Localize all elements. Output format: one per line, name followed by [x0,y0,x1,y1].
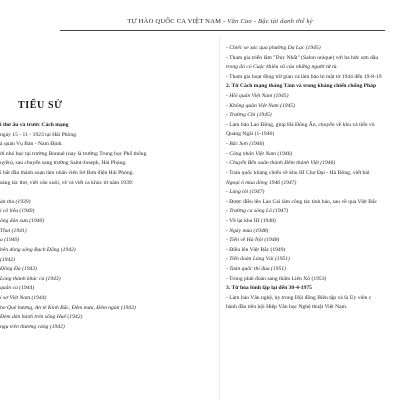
text-line: - Tiến đoàn Lùng Vái (1951) [226,256,290,263]
text-line: - Chiếc xe xác qua phường Dạ Lạc (1945) [226,45,321,51]
text-line: - Được điều lên Lào Cai làm công tác tình báo, sau về qua Việt Bắc [226,198,377,205]
text-line: - Công nhân Việt Nam (1946) [226,150,293,157]
text-line: Đêm dàn hành trên sông Huế (1942) [0,314,83,321]
text-line: - Toàn quốc thi đua (1951) [226,266,286,273]
text-line: - Tham gia hoạt động trừ gian và làm báo bí mật từ 1944 đến 19-8-19 [226,73,382,80]
text-line: - Trong phái đoàn sang thăm Liên Xô (1953) [226,275,327,282]
text-line: - Làm báo Lao Động, giúp Hà Đông Ấn, chuyển về khu và tiến vô [226,121,375,128]
section-title: TIỂU SỬ [18,100,63,111]
text-line: trong đó có Cuộc khiêu vũ của những người tử tù. [226,64,338,71]
text-line: - Không quân Việt Nam (1945) [226,102,296,109]
text-line: - Về lại khu III (1948) [226,217,276,224]
text-line: i bắt đầu thành soạn làm nhân viên Sở Bưu điện Hải Phòng. [0,170,134,177]
text-line: - Làm báo Văn nghệ, ủy trong Hội đồng Biên tập và là Ủy viên c [226,294,372,301]
text-line: 3. Từ hòa bình lập lại đến 30-4-1975 [226,285,312,292]
text-line: à quán Vụ Bản - Nam Định. [0,141,63,148]
text-line: i sơ Việt Nam (1944) [0,294,47,301]
text-line: - Làng tôi (1947) [226,189,265,196]
text-line: 2. Từ Cách mạng tháng Tám và trong kháng chiến chống Pháp [226,83,377,90]
text-line: - Ngày mùa (1948) [226,227,269,234]
text-line: quân ca (1944) [0,285,35,292]
text-line [0,188,215,198]
text-line: uyền), sau chuyển sang trường Saint-Joseph, Hải Phòng. [0,160,127,167]
text-line: i cô liêu (1940) [0,208,35,215]
text-line: Thai (1941) [0,227,27,234]
text-line: ông đàn xưa (1940) [0,218,45,225]
text-line: Quảng Ngãi (1-1946) [226,131,275,138]
text-line: (1942) [0,256,15,263]
text-line: bên dòng sông Bạch Đằng (1942) [0,246,76,253]
text-line: Ngoại ô mùa đông 1946 (1947) [226,179,297,186]
text-line: - Tham gia triển lãm "Duy Nhất" (Salon unique) với ba bức sơn dầu [226,54,379,61]
page-header [0,0,400,36]
text-line: - Tiến về Hà Nội (1948) [226,237,280,244]
text-line: i thơ ấu và trước Cách mạng [0,122,69,128]
header-title-main: TỰ HÀO QUỐC CA VIỆT NAM - [127,18,228,25]
text-line: hành đầu tiên hội Hiệp Văn học Nghệ thuật Việt Nam. [226,304,348,311]
left-column-text [0,121,215,332]
text-line: ời nhỏ học tại trường Bonnal (nay là trường Trung học Phổ thông [0,150,147,157]
text-line: sáng tác thơ, viết văn xuôi, vẽ và viết ca khúc từ năm 1939: [0,179,134,186]
text-line: Đồng Đa (1943) [0,266,37,273]
text-line: Long thành khúc ca (1943) [0,275,61,282]
text-line: ngày 15 - 11 - 1923 tại Hải Phòng. [0,131,78,138]
header-title-handwritten: Văn Cao - Bậc tài danh thế kỷ [227,18,313,25]
text-line: àn thu (1939) [0,198,31,205]
text-line: - Hồi quân Việt Nam (1945) [226,93,289,100]
text-line: - Trường ca sông Lô (1947) [226,208,289,215]
header-rule [60,30,385,31]
text-line: - Chuyến Bến xuân thành Đêm thánh Việt (1946) [226,160,336,167]
text-line: - Trường Chi (1945) [226,112,272,119]
page-gutter [219,36,221,400]
text-line: - Bắc Sơn (1946) [226,141,265,148]
text-line: - Toàn quốc kháng chiến về khu III Chợ Đại - Hà Đông, viết bài [226,169,370,176]
running-header-title [60,18,380,25]
text-line: ngụ trên thương cảng (1942) [0,323,65,330]
text-line: a (1940) [0,237,20,244]
text-line: - Điều lên Việt Bắc (1949) [226,246,286,253]
text-line: ho Quê hương, An tê Kinh Bắc, Đêm mưa, Đêm ngàn (1943) [0,304,136,311]
right-column-text [226,44,400,313]
